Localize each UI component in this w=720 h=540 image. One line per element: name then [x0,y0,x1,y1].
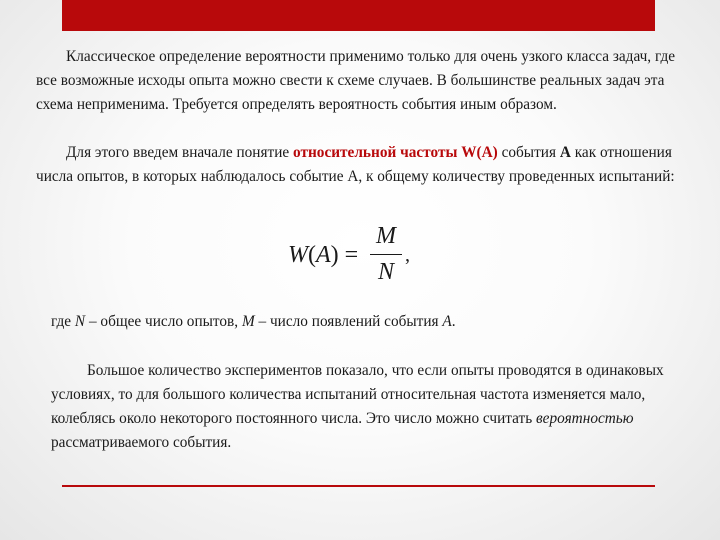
term-relative-frequency: относительной частоты [293,144,458,161]
formula-fraction [370,222,402,286]
symbol-a: A [442,313,452,330]
event-symbol: A [559,144,571,161]
text-fragment: где [51,313,75,330]
text-fragment: Для этого введем вначале понятие [66,144,294,161]
formula-paren-close: ) = [330,242,359,268]
paragraph-where [51,310,691,334]
symbol-m: M [241,313,255,330]
footer-accent-rule [62,485,655,487]
formula-lhs [288,242,358,269]
formula-relative-frequency [288,222,428,288]
paragraph-experiments [51,359,681,455]
formula-denominator: N [377,259,394,286]
formula-numerator: M [376,223,396,249]
text-fragment: . [451,313,456,330]
fraction-bar [370,254,402,255]
text-fragment: – общее число опытов, [85,313,242,330]
term-probability: вероятностью [536,410,634,427]
term-symbol: W(A) [457,144,498,161]
text-fragment: рассматриваемого события. [51,434,232,451]
header-accent-bar [62,0,655,31]
symbol-n: N [74,313,86,330]
formula-paren-open: ( [308,242,316,268]
formula-func: W [288,242,308,268]
formula-arg: A [316,242,331,268]
paragraph-relative-frequency [36,141,684,189]
formula-comma: , [405,244,410,266]
text-fragment: как отношения числа опытов, в которых наблюдалось событие А, к общему количеству проведенных испытаний: [36,144,675,185]
paragraph-classical-definition: Классическое определение вероятности применимо только для очень узкого класса задач, где все возможные исходы опыта можно свести к схеме случаев. В большинстве реальных задач эта схема неприменима. Требуется определять вероятность события иным образом. [36,48,676,113]
text-fragment: Большое количество экспериментов показало, что если опыты проводятся в одинаковых условиях, то для большого количества испытаний относительная частота изменяется мало, колеблясь около некоторого постоянного числа. Это число можно считать [51,362,664,427]
text-fragment: события [497,144,560,161]
text-fragment: – число появлений события [254,313,443,330]
